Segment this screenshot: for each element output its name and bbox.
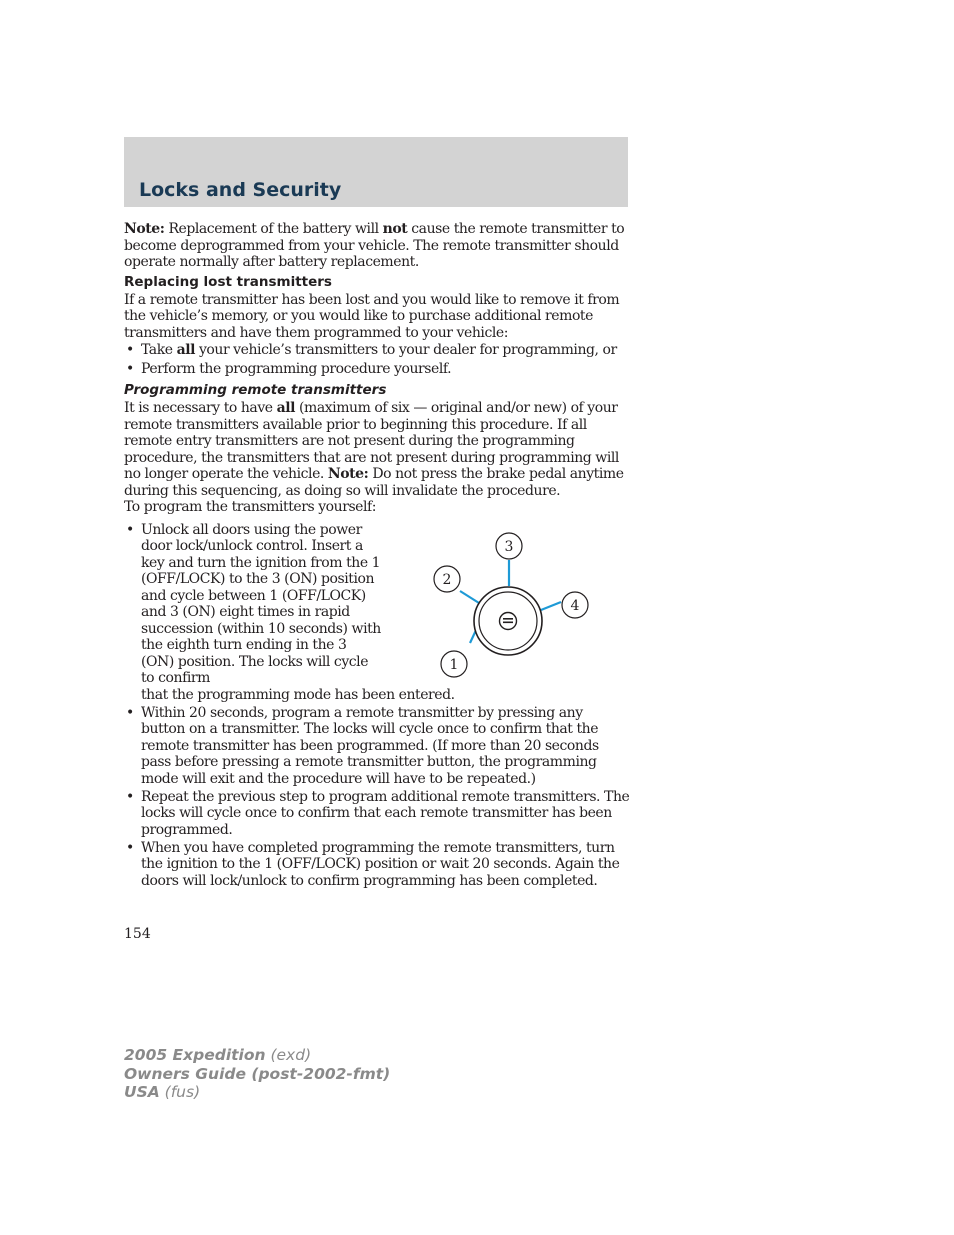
key-slot-icon bbox=[500, 613, 517, 630]
step1-text: • Unlock all doors using the power door lock/unlock control. Insert a key and turn the ignition from the 1 (OFF/LOCK) to the 3 (ON) position and cycle between 1 (OFF/LOCK) and 3 (ON) eight times in rapid succession (within 10 seconds) with the eighth turn ending in the 3 (ON) position. The locks will cycle to confirm bbox=[141, 521, 381, 686]
page-number: 154 bbox=[124, 926, 151, 942]
list-item: • Repeat the previous step to program additional remote transmitters. The locks will cycle once to confirm that each remote transmitter has been programmed. bbox=[124, 789, 630, 839]
list-item: • Perform the programming procedure yourself. bbox=[124, 361, 630, 378]
replacing-list bbox=[124, 342, 630, 377]
step1-text-continued: that the programming mode has been entered. bbox=[141, 686, 455, 703]
footer-line-3: USA (fus) bbox=[124, 1083, 201, 1101]
replacing-paragraph: If a remote transmitter has been lost and you would like to remove it from the vehicle’s memory, or you would like to purchase additional remote transmitters and have them programmed to your vehicle: bbox=[124, 291, 620, 341]
position-line-2 bbox=[460, 591, 479, 603]
replacing-heading: Replacing lost transmitters bbox=[124, 273, 332, 290]
position-label-3: 3 bbox=[504, 539, 514, 555]
list-item: • Within 20 seconds, program a remote transmitter by pressing any button on a transmitter. The locks will cycle once to confirm that the remote transmitter has been programmed. (If more than 20 seconds pass before pressing a remote transmitter button, the programming mode will exit and the procedure will have to be repeated.) bbox=[124, 705, 630, 788]
list-item: • When you have completed programming the remote transmitters, turn the ignition to the 1 (OFF/LOCK) position or wait 20 seconds. Again the doors will lock/unlock to confirm programming has been completed. bbox=[124, 840, 630, 890]
position-label-1: 1 bbox=[449, 657, 459, 673]
footer-line-2: Owners Guide (post-2002-fmt) bbox=[124, 1064, 391, 1083]
programming-heading: Programming remote transmitters bbox=[124, 382, 387, 398]
section-title: Locks and Security bbox=[139, 179, 342, 201]
list-item: • Take all your vehicle’s transmitters to your dealer for programming, or bbox=[124, 342, 630, 359]
position-line-4 bbox=[541, 602, 561, 610]
position-label-4: 4 bbox=[570, 598, 580, 614]
section-header-band bbox=[124, 137, 628, 207]
programming-intro: To program the transmitters yourself: bbox=[124, 499, 377, 515]
ignition-positions-diagram bbox=[425, 525, 605, 685]
document-footer bbox=[124, 1046, 390, 1102]
footer-line-1: 2005 Expedition (exd) bbox=[124, 1046, 312, 1064]
note-label: Note: bbox=[124, 221, 165, 237]
programming-paragraph: It is necessary to have all (maximum of six — original and/or new) of your remote transmitters available prior to beginning this procedure. If all remote entry transmitters are not present during the programming procedure, the transmitters that are not present during programming will no longer operate the vehicle. Note: Do not press the brake pedal anytime during this sequencing, as doing so will invalidate the procedure. bbox=[124, 400, 624, 499]
battery-note: Note: Replacement of the battery will not cause the remote transmitter to become deprogrammed from your vehicle. The remote transmitter should operate normally after battery replacement. bbox=[124, 221, 625, 270]
position-label-2: 2 bbox=[442, 572, 452, 588]
